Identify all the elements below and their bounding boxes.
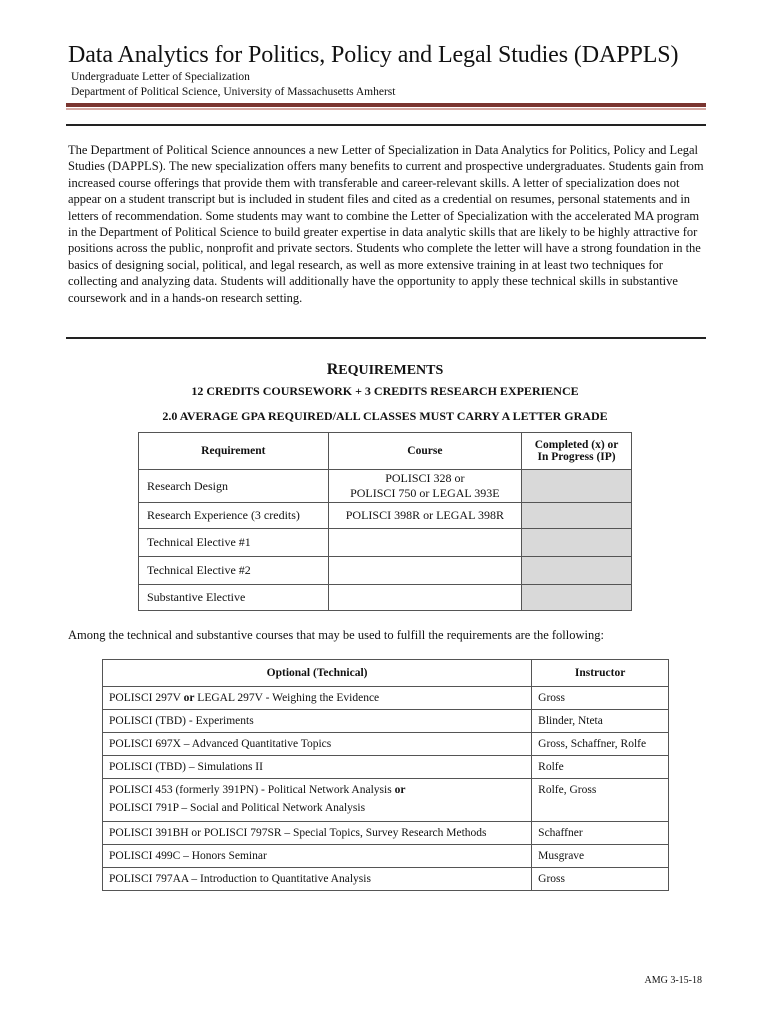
requirements-heading: [0, 361, 770, 379]
table-row: [139, 470, 632, 503]
course-cell: POLISCI 499C – Honors Seminar: [103, 845, 532, 868]
header-optional: Optional (Technical): [103, 660, 532, 687]
table-row: [103, 845, 669, 868]
instructor-cell: Rolfe: [532, 756, 669, 779]
table-row: [103, 687, 669, 710]
table-row: [139, 557, 632, 585]
intro-paragraph: The Department of Political Science announces a new Letter of Specialization in Data Analytics for Politics, Policy and Legal Studies (DAPPLS). The new specialization offers many benefits to current and prospective undergraduates. Students gain from increased course offerings that provide them with transferable and career-relevant skills. A letter of specialization does not appear on a student transcript but is included in student files and cited as a credential on resumes, personal statements and in letters of recommendation. Some students may want to combine the Letter of Specialization with the accelerated MA program in the Department of Political Science to build greater expertise in data analytic skills that are likely to be highly attractive for positions across the public, nonprofit and private sectors. Students who complete the letter will have a strong foundation in the basics of designing social, political, and legal research, as well as more extensive training in at least two techniques for collecting and analyzing data. Students will additionally have the opportunity to apply these technical skills in substantive coursework and in a hands-on research setting.: [68, 143, 704, 305]
requirement-cell: Substantive Elective: [139, 585, 329, 611]
table-row: [103, 733, 669, 756]
course-text: POLISCI 791P – Social and Political Network Analysis: [109, 802, 366, 814]
document-header: [68, 40, 708, 100]
course-cell: POLISCI (TBD) – Simulations II: [103, 756, 532, 779]
table-row: [103, 868, 669, 891]
table-row: [139, 503, 632, 529]
course-cell: [103, 779, 532, 822]
instructor-cell: Rolfe, Gross: [532, 779, 669, 822]
course-text: LEGAL 297V - Weighing the Evidence: [194, 692, 380, 704]
requirement-cell: Technical Elective #2: [139, 557, 329, 585]
status-field[interactable]: [522, 529, 632, 557]
course-cell: POLISCI 398R or LEGAL 398R: [328, 503, 522, 529]
course-cell: POLISCI 391BH or POLISCI 797SR – Special Topics, Survey Research Methods: [103, 822, 532, 845]
course-line: POLISCI 328 or: [385, 471, 465, 485]
requirements-heading-rest: EQUIREMENTS: [338, 363, 444, 378]
instructor-cell: Gross, Schaffner, Rolfe: [532, 733, 669, 756]
requirements-header-row: [139, 433, 632, 470]
requirements-table: [138, 432, 632, 611]
intro-bottom-rule: [66, 337, 706, 339]
instructor-cell: Gross: [532, 868, 669, 891]
course-cell: POLISCI (TBD) - Experiments: [103, 710, 532, 733]
header-requirement: Requirement: [139, 433, 329, 470]
subtitle-department: Department of Political Science, University of Massachusetts Amherst: [71, 86, 396, 98]
header-status-line2: In Progress (IP): [537, 451, 616, 463]
table-row: [103, 756, 669, 779]
instructor-cell: Musgrave: [532, 845, 669, 868]
optional-courses-table: [102, 659, 669, 891]
course-cell: POLISCI 797AA – Introduction to Quantitative Analysis: [103, 868, 532, 891]
requirement-cell: Research Design: [139, 470, 329, 503]
course-conjunction: or: [394, 784, 406, 796]
course-field[interactable]: [328, 585, 522, 611]
header-divider-light: [66, 108, 706, 110]
course-text: POLISCI 453 (formerly 391PN) - Political Network Analysis: [109, 784, 395, 796]
header-status-line1: Completed (x) or: [534, 439, 619, 451]
course-cell: POLISCI 697X – Advanced Quantitative Topics: [103, 733, 532, 756]
table-row: [103, 710, 669, 733]
course-cell: [328, 470, 522, 503]
course-conjunction: or: [183, 692, 195, 704]
header-instructor: Instructor: [532, 660, 669, 687]
instructor-cell: Gross: [532, 687, 669, 710]
header-divider: [66, 103, 706, 107]
course-field[interactable]: [328, 557, 522, 585]
header-course: Course: [328, 433, 522, 470]
footer-code: AMG 3-15-18: [644, 975, 702, 986]
table-row: [139, 529, 632, 557]
instructor-cell: Schaffner: [532, 822, 669, 845]
courses-header-row: [103, 660, 669, 687]
status-field[interactable]: [522, 557, 632, 585]
instructor-cell: Blinder, Nteta: [532, 710, 669, 733]
course-cell: [103, 687, 532, 710]
course-line: POLISCI 750 or LEGAL 393E: [350, 486, 500, 500]
gpa-line: 2.0 AVERAGE GPA REQUIRED/ALL CLASSES MUST CARRY A LETTER GRADE: [162, 409, 608, 423]
status-field[interactable]: [522, 503, 632, 529]
intro-top-rule: [66, 124, 706, 126]
requirement-cell: Research Experience (3 credits): [139, 503, 329, 529]
subtitle-letter: Undergraduate Letter of Specialization: [71, 71, 250, 83]
table-row: [139, 585, 632, 611]
table-row: [103, 822, 669, 845]
requirement-cell: Technical Elective #1: [139, 529, 329, 557]
course-field[interactable]: [328, 529, 522, 557]
course-text: POLISCI 297V: [109, 692, 184, 704]
credits-line: 12 CREDITS COURSEWORK + 3 CREDITS RESEARCH EXPERIENCE: [191, 384, 579, 398]
status-field[interactable]: [522, 585, 632, 611]
courses-intro-text: Among the technical and substantive courses that may be used to fulfill the requirements are the following:: [68, 628, 604, 642]
page-title: Data Analytics for Politics, Policy and Legal Studies (DAPPLS): [68, 42, 679, 68]
table-row: [103, 779, 669, 822]
header-status: [522, 433, 632, 470]
status-field[interactable]: [522, 470, 632, 503]
requirements-heading-cap: R: [326, 361, 339, 378]
